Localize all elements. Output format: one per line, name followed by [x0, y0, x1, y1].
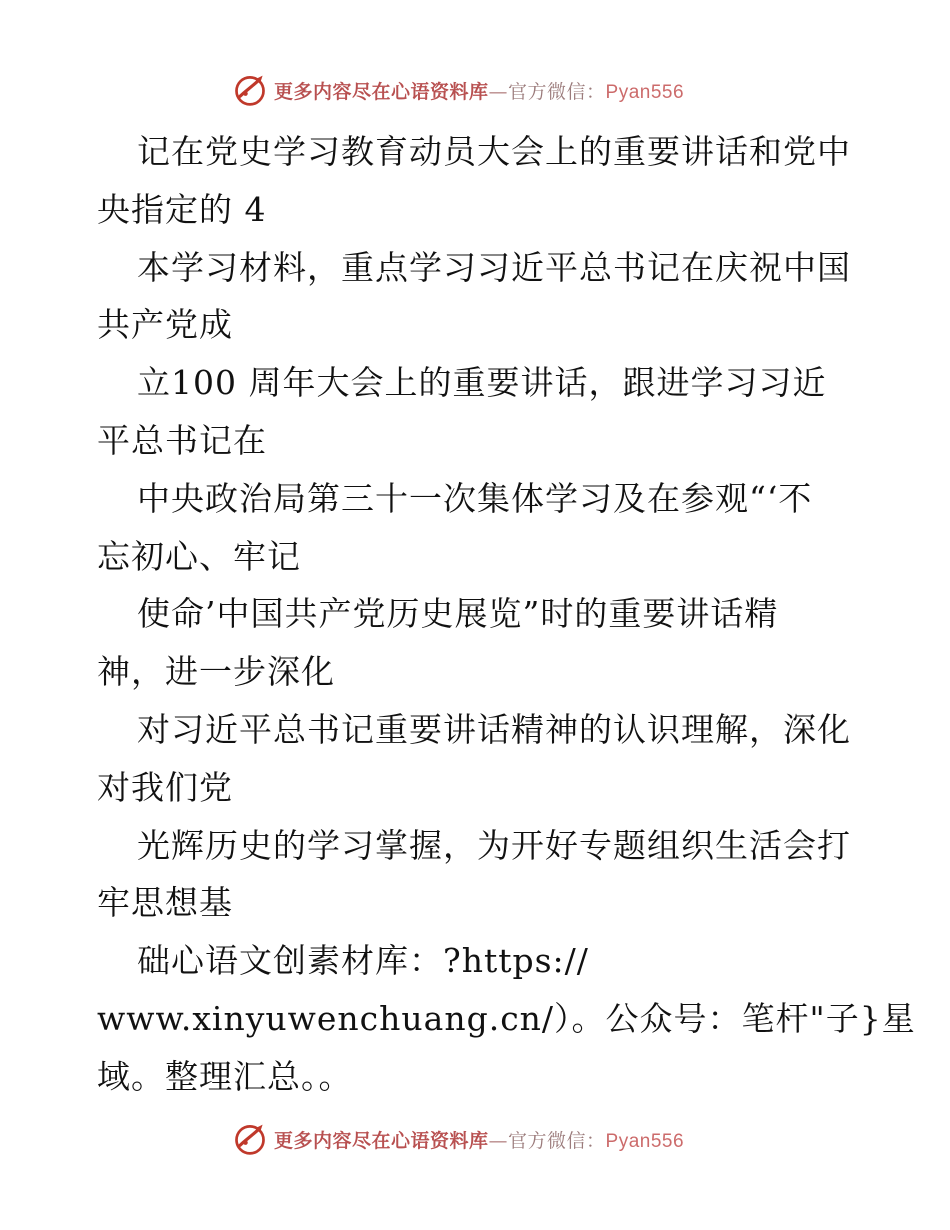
- text-line: 记在党史学习教育动员大会上的重要讲话和党中: [137, 132, 851, 171]
- header-dash: —: [488, 80, 509, 103]
- pen-logo-icon: [232, 1121, 268, 1157]
- document-body: [97, 123, 916, 1106]
- text-line: 共产党成: [97, 305, 233, 345]
- text-line: www.xinyuwenchuang.cn/）。公众号：笔杆"子}星: [97, 998, 916, 1038]
- header-banner-text: [274, 77, 684, 104]
- footer-dash: —: [488, 1129, 509, 1152]
- text-line: 使命’中国共产党历史展览”时的重要讲话精: [137, 594, 779, 634]
- footer-brand: 更多内容尽在心语资料库: [274, 1129, 489, 1152]
- text-line: 平总书记在: [97, 420, 267, 460]
- header-wechat-id: Pyan556: [605, 81, 685, 103]
- text-line: 本学习材料，重点学习习近平总书记在庆祝中国: [137, 247, 851, 287]
- text-line: 神，进一步深化: [97, 652, 335, 692]
- text-line: 牢思想基: [97, 883, 233, 923]
- footer-banner: [232, 1119, 684, 1159]
- header-banner: [232, 70, 684, 110]
- text-line: 域。整理汇总。。: [97, 1056, 353, 1096]
- text-line: 对我们党: [97, 767, 233, 807]
- text-line: 立100 周年大会上的重要讲话，跟进学习习近: [137, 363, 827, 403]
- footer-wechat-id: Pyan556: [605, 1130, 685, 1152]
- header-wechat-label: 官方微信：: [508, 80, 606, 103]
- pen-logo-icon: [232, 72, 268, 108]
- text-line: 础心语文创素材库：?https://: [137, 941, 589, 981]
- text-line: 对习近平总书记重要讲话精神的认识理解，深化: [137, 709, 851, 749]
- footer-banner-text: [274, 1126, 684, 1153]
- text-line: 央指定的 4: [97, 189, 267, 229]
- text-line: 忘初心、牢记: [97, 536, 301, 576]
- text-line: 中央政治局第三十一次集体学习及在参观“‘不: [137, 478, 813, 518]
- footer-wechat-label: 官方微信：: [508, 1129, 606, 1152]
- header-brand: 更多内容尽在心语资料库: [274, 80, 489, 103]
- text-line: 光辉历史的学习掌握，为开好专题组织生活会打: [137, 825, 851, 865]
